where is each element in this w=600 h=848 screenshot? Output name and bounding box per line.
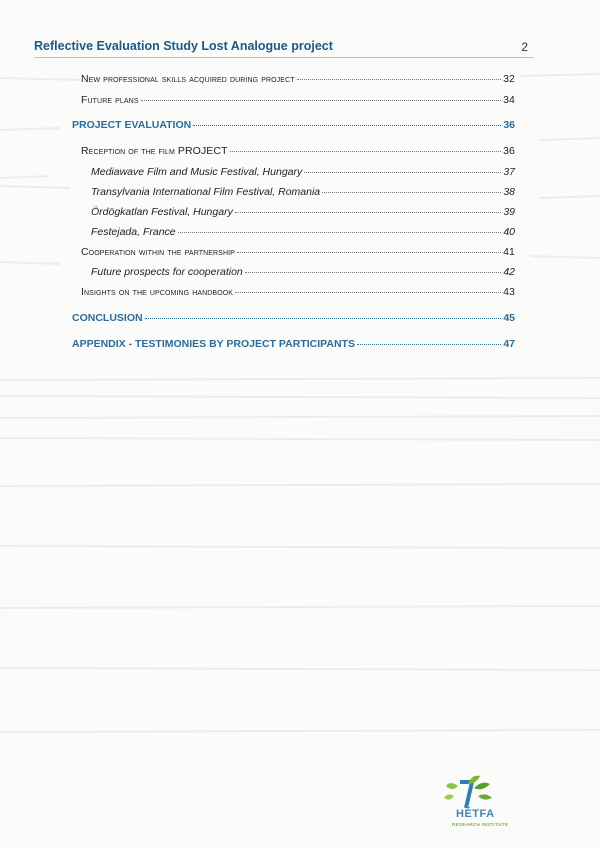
toc-leader <box>235 291 501 293</box>
toc-leader <box>235 211 501 213</box>
toc-label: Insights on the upcoming handbook <box>81 286 234 298</box>
toc-page: 45 <box>503 312 515 324</box>
toc-entry-project-evaluation[interactable] <box>72 119 515 131</box>
toc-leader <box>193 124 501 126</box>
toc-label: Future prospects for cooperation <box>91 266 243 278</box>
toc-entry-conclusion[interactable] <box>72 312 515 324</box>
toc-entry-ordogkatlan[interactable] <box>91 206 515 218</box>
toc-entry-future-plans[interactable] <box>81 94 515 106</box>
page-number: 2 <box>521 40 528 54</box>
toc-page: 36 <box>503 145 515 157</box>
toc-label: Future plans <box>81 94 139 106</box>
toc-label: Cooperation within the partnership <box>81 246 235 258</box>
toc-label: Festejada, France <box>91 226 176 238</box>
toc-label: APPENDIX - TESTIMONIES BY PROJECT PARTICIPANTS <box>72 338 355 350</box>
toc-page: 41 <box>503 246 515 258</box>
toc-entry-transylvania[interactable] <box>91 186 515 198</box>
toc-entry-festejada[interactable] <box>91 226 515 238</box>
toc-label: Mediawave Film and Music Festival, Hungary <box>91 166 303 178</box>
toc-leader <box>237 251 501 253</box>
toc-label: Reception of the film PROJECT <box>81 145 228 157</box>
toc-leader <box>304 171 501 173</box>
toc-page: 38 <box>503 186 515 198</box>
toc-leader <box>357 343 501 345</box>
toc-page: 36 <box>503 119 515 131</box>
toc-leader <box>145 317 502 319</box>
toc-entry-cooperation[interactable] <box>81 246 515 258</box>
toc-page: 42 <box>503 266 515 278</box>
toc-entry-future-prospects[interactable] <box>91 266 515 278</box>
toc-page: 43 <box>503 286 515 298</box>
toc-label: Ördögkatlan Festival, Hungary <box>91 206 233 218</box>
toc-entry-mediawave[interactable] <box>91 166 515 178</box>
toc-label: CONCLUSION <box>72 312 143 324</box>
toc-page: 37 <box>503 166 515 178</box>
toc-leader <box>178 231 502 233</box>
toc-entry-appendix[interactable] <box>72 338 515 350</box>
toc-leader <box>245 271 502 273</box>
document-title: Reflective Evaluation Study Lost Analogue project <box>34 39 333 53</box>
toc-entry-insights-handbook[interactable] <box>81 286 515 298</box>
toc-page: 39 <box>503 206 515 218</box>
logo-name: HÉTFA <box>456 808 495 820</box>
toc-page: 47 <box>503 338 515 350</box>
toc-entry-new-professional-skills[interactable] <box>81 73 515 85</box>
toc-leader <box>230 150 502 152</box>
toc-label: PROJECT EVALUATION <box>72 119 192 131</box>
toc-entry-reception-of-film[interactable] <box>81 145 515 157</box>
toc-leader <box>141 99 502 101</box>
toc-page: 34 <box>503 94 515 106</box>
toc-label: New professional skills acquired during project <box>81 73 295 85</box>
toc-leader <box>297 78 502 80</box>
toc-page: 40 <box>503 226 515 238</box>
logo-subtitle: RESEARCH INSTITUTE <box>452 822 509 827</box>
toc-page: 32 <box>503 73 515 85</box>
toc-label: Transylvania International Film Festival, Romania <box>91 186 321 198</box>
toc-leader <box>322 191 501 193</box>
